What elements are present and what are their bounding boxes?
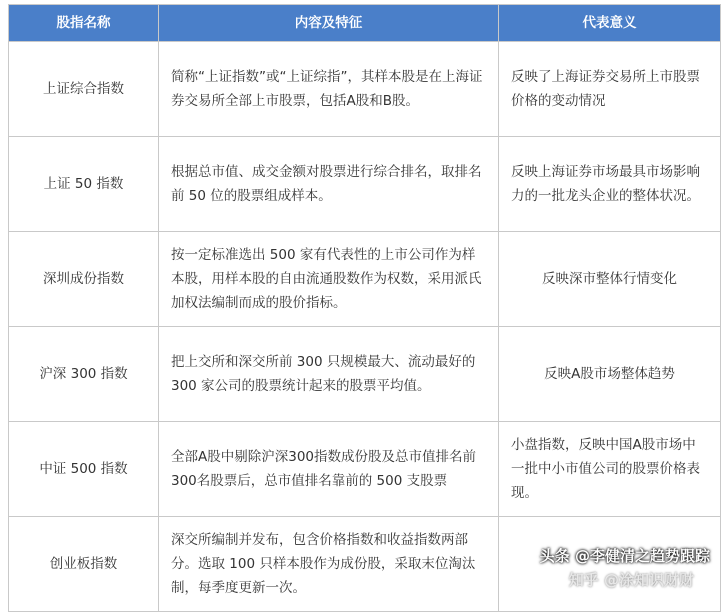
- header-meaning: 代表意义: [499, 5, 721, 42]
- content-cell: 简称“上证指数”或“上证综指”，其样本股是在上海证券交易所全部上市股票，包括A股和B股。: [159, 42, 499, 137]
- content-cell: 全部A股中剔除沪深300指数成份股及总市值排名前300名股票后，总市值排名靠前的 500 支股票: [159, 422, 499, 517]
- index-name-cell: 上证综合指数: [9, 42, 159, 137]
- header-content: 内容及特征: [159, 5, 499, 42]
- index-name-cell: 上证 50 指数: [9, 137, 159, 232]
- index-name-cell: 深圳成份指数: [9, 232, 159, 327]
- zhihu-watermark: 知乎 @涂知识财财: [568, 571, 694, 589]
- table-row: [9, 422, 721, 517]
- meaning-cell: 反映A股市场整体趋势: [499, 327, 721, 422]
- content-cell: 把上交所和深交所前 300 只规模最大、流动最好的 300 家公司的股票统计起来的股票平均值。: [159, 327, 499, 422]
- table-row: [9, 327, 721, 422]
- toutiao-watermark: 头条 @李健清之趋势跟踪: [539, 547, 710, 565]
- index-name-cell: 沪深 300 指数: [9, 327, 159, 422]
- content-cell: 按一定标准选出 500 家有代表性的上市公司作为样本股，用样本股的自由流通股数作为权数，采用派氏加权法编制而成的股价指标。: [159, 232, 499, 327]
- meaning-cell: 反映了上海证券交易所上市股票价格的变动情况: [499, 42, 721, 137]
- content-cell: 根据总市值、成交金额对股票进行综合排名，取排名前 50 位的股票组成样本。: [159, 137, 499, 232]
- meaning-cell: 反映上海证券市场最具市场影响力的一批龙头企业的整体状况。: [499, 137, 721, 232]
- table-row: [9, 137, 721, 232]
- index-table: [8, 4, 721, 612]
- content-cell: 深交所编制并发布，包含价格指数和收益指数两部分。选取 100 只样本股作为成份股，采取末位淘汰制，每季度更新一次。: [159, 517, 499, 612]
- table-row: [9, 232, 721, 327]
- table-header-row: [9, 5, 721, 42]
- table-row: [9, 42, 721, 137]
- index-name-cell: 创业板指数: [9, 517, 159, 612]
- meaning-cell: 反映深市整体行情变化: [499, 232, 721, 327]
- index-name-cell: 中证 500 指数: [9, 422, 159, 517]
- header-index-name: 股指名称: [9, 5, 159, 42]
- meaning-cell: 小盘指数，反映中国A股市场中一批中小市值公司的股票价格表现。: [499, 422, 721, 517]
